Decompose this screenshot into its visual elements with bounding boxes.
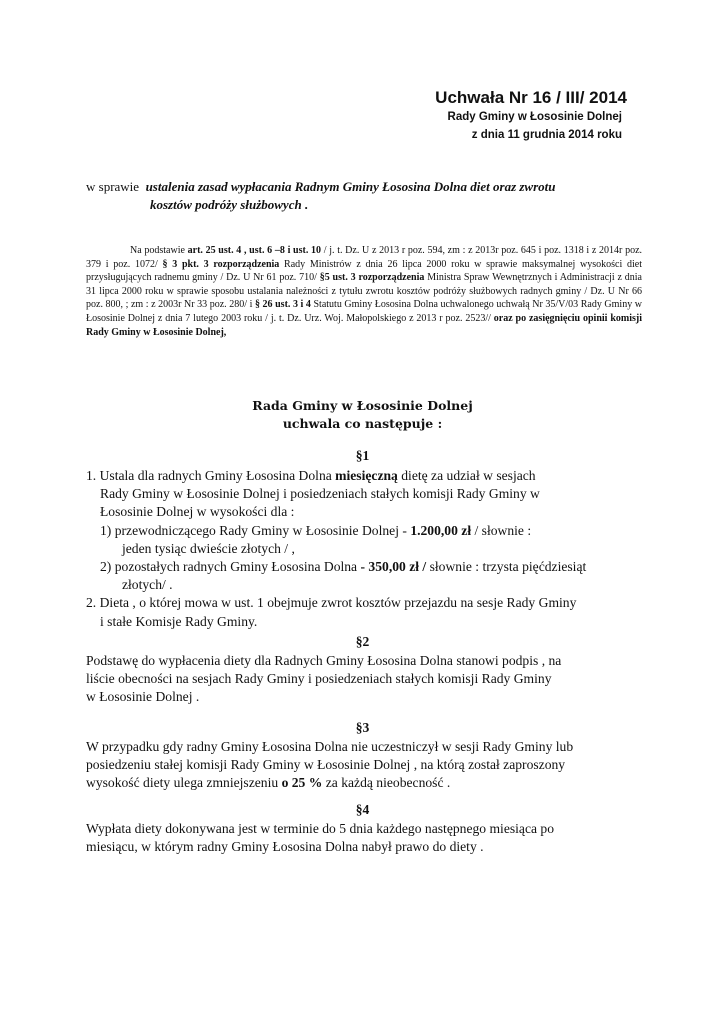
resolution-date: z dnia 11 grudnia 2014 roku <box>471 129 622 141</box>
basis-bold: § 3 pkt. 3 rozporządzenia <box>162 258 280 270</box>
basis-bold: oraz po zasięgnięciu opinii komisji Rady Gminy w Łososinie Dolnej, <box>86 312 642 338</box>
s1-item-text: / słownie : <box>471 522 532 538</box>
s2-line: Podstawę do wypłacenia diety dla Radnych Gminy Łososina Dolna stanowi podpis , na <box>86 653 562 668</box>
subject-line-1: ustalenia zasad wypłacania Radnym Gminy Łososina Dolna diet oraz zwrotu <box>145 179 556 194</box>
s4-line: Wypłata diety dokonywana jest w terminie do 5 dnia każdego następnego miesiąca po <box>86 821 555 836</box>
basis-text: Na podstawie <box>130 245 188 256</box>
s3-text: za każdą nieobecność . <box>322 775 451 791</box>
s1-line: i stałe Komisje Rady Gminy. <box>100 613 258 629</box>
basis-text: Statutu Gminy Łososina Dolna uchwalonego uchwałą Nr 35/V/03 Rady Gminy w Łososinie Dolnej z dnia 7 lutego 2003 roku / j. t. Dz. Urz. Woj. Małopolskiego z 2013 r poz. 2523// <box>86 299 643 324</box>
section-1-body <box>86 467 646 631</box>
s1-line: Rady Gminy w Łososinie Dolnej i posiedzeniach stałych komisji Rady Gminy w <box>100 486 540 502</box>
basis-bold: § 26 ust. 3 i 4 <box>254 299 311 311</box>
section-4-heading: §4 <box>355 802 370 817</box>
section-3-body <box>86 738 646 793</box>
section-3-heading: §3 <box>355 720 370 735</box>
s1-item-2 <box>86 558 646 576</box>
s2-line: liście obecności na sesjach Rady Gminy i posiedzeniach stałych komisji Rady Gminy <box>86 671 552 687</box>
section-1-heading: §1 <box>355 448 370 463</box>
s1-line: 2. Dieta , o której mowa w ust. 1 obejmuje zwrot kosztów przejazdu na sesje Rady Gminy <box>86 595 577 611</box>
section-2-heading: §2 <box>355 634 370 649</box>
s3-text: wysokość diety ulega zmniejszeniu <box>86 775 282 791</box>
section-4-body <box>86 820 646 856</box>
basis-text: Ministra Spraw Wewnętrznych i Administracji z dnia 31 lipca 2000 roku w sprawie sposobu ustalania należności z tytułu zwrotu kosztów podróży służbowych radnych gminy / Dz. U Nr 66 poz. 800, ; zm : z 2003r Nr 33 poz. 280/ i <box>86 272 642 311</box>
s1-item-text: 2) pozostałych radnych Gminy Łososina Dolna <box>100 559 361 575</box>
s3-line: posiedzeniu stałej komisji Rady Gminy w Łososinie Dolnej , na którą został zaproszony <box>86 757 566 773</box>
s1-item-amount: 1.200,00 zł <box>410 522 472 538</box>
subject-line-2: kosztów podróży służbowych . <box>150 197 309 212</box>
council-resolves-line-1: Rada Gminy w Łososinie Dolnej <box>252 398 473 413</box>
s1-text: dietę za udział w sesjach <box>397 468 536 483</box>
basis-bold: art. 25 ust. 4 , ust. 6 –8 i ust. 10 <box>187 245 322 256</box>
council-name: Rady Gminy w Łososinie Dolnej <box>447 111 622 123</box>
subject <box>86 178 646 214</box>
s3-line <box>86 774 646 792</box>
basis-bold: §5 ust. 3 rozporządzenia <box>319 272 425 284</box>
s1-bold: miesięczną <box>335 468 398 483</box>
s1-line: Łososinie Dolnej w wysokości dla : <box>100 504 295 520</box>
s1-item-2-words: złotych/ . <box>122 577 173 593</box>
s1-item-text: 1) przewodniczącego Rady Gminy w Łososinie Dolnej - <box>100 522 411 538</box>
section-2-body <box>86 652 646 707</box>
s4-line: miesiącu, w którym radny Gminy Łososina Dolna nabył prawo do diety . <box>86 839 484 855</box>
s1-item-1-words: jeden tysiąc dwieście złotych / , <box>122 540 295 556</box>
basis-text: / j. t. Dz. U z 2013 r poz. 594, zm : z 2013r poz. 645 i poz. 1318 i z 2014r poz. 379 i poz. 1072/ <box>86 245 643 270</box>
resolution-title: Uchwała Nr 16 / III/ 2014 <box>435 88 627 107</box>
s1-item-amount: - 350,00 zł / <box>360 559 427 575</box>
s2-line: w Łososinie Dolnej . <box>86 689 200 705</box>
s1-text: 1. Ustala dla radnych Gminy Łososina Dolna <box>86 468 336 483</box>
basis-text: Rady Ministrów z dnia 26 lipca 2000 roku w sprawie maksymalnej wysokości diet przysługujących radnemu gminy / Dz. U Nr 61 poz. 710/ <box>86 258 643 284</box>
s3-line: W przypadku gdy radny Gminy Łososina Dolna nie uczestniczył w sesji Rady Gminy lub <box>86 739 574 754</box>
s3-bold: o 25 % <box>281 775 323 791</box>
legal-basis <box>86 244 642 339</box>
s1-item-text: słownie : trzysta pięćdziesiąt <box>426 559 587 575</box>
subject-prefix: w sprawie <box>86 179 140 194</box>
council-resolves-line-2: uchwala co następuje : <box>282 416 443 431</box>
s1-item-1 <box>86 522 646 540</box>
